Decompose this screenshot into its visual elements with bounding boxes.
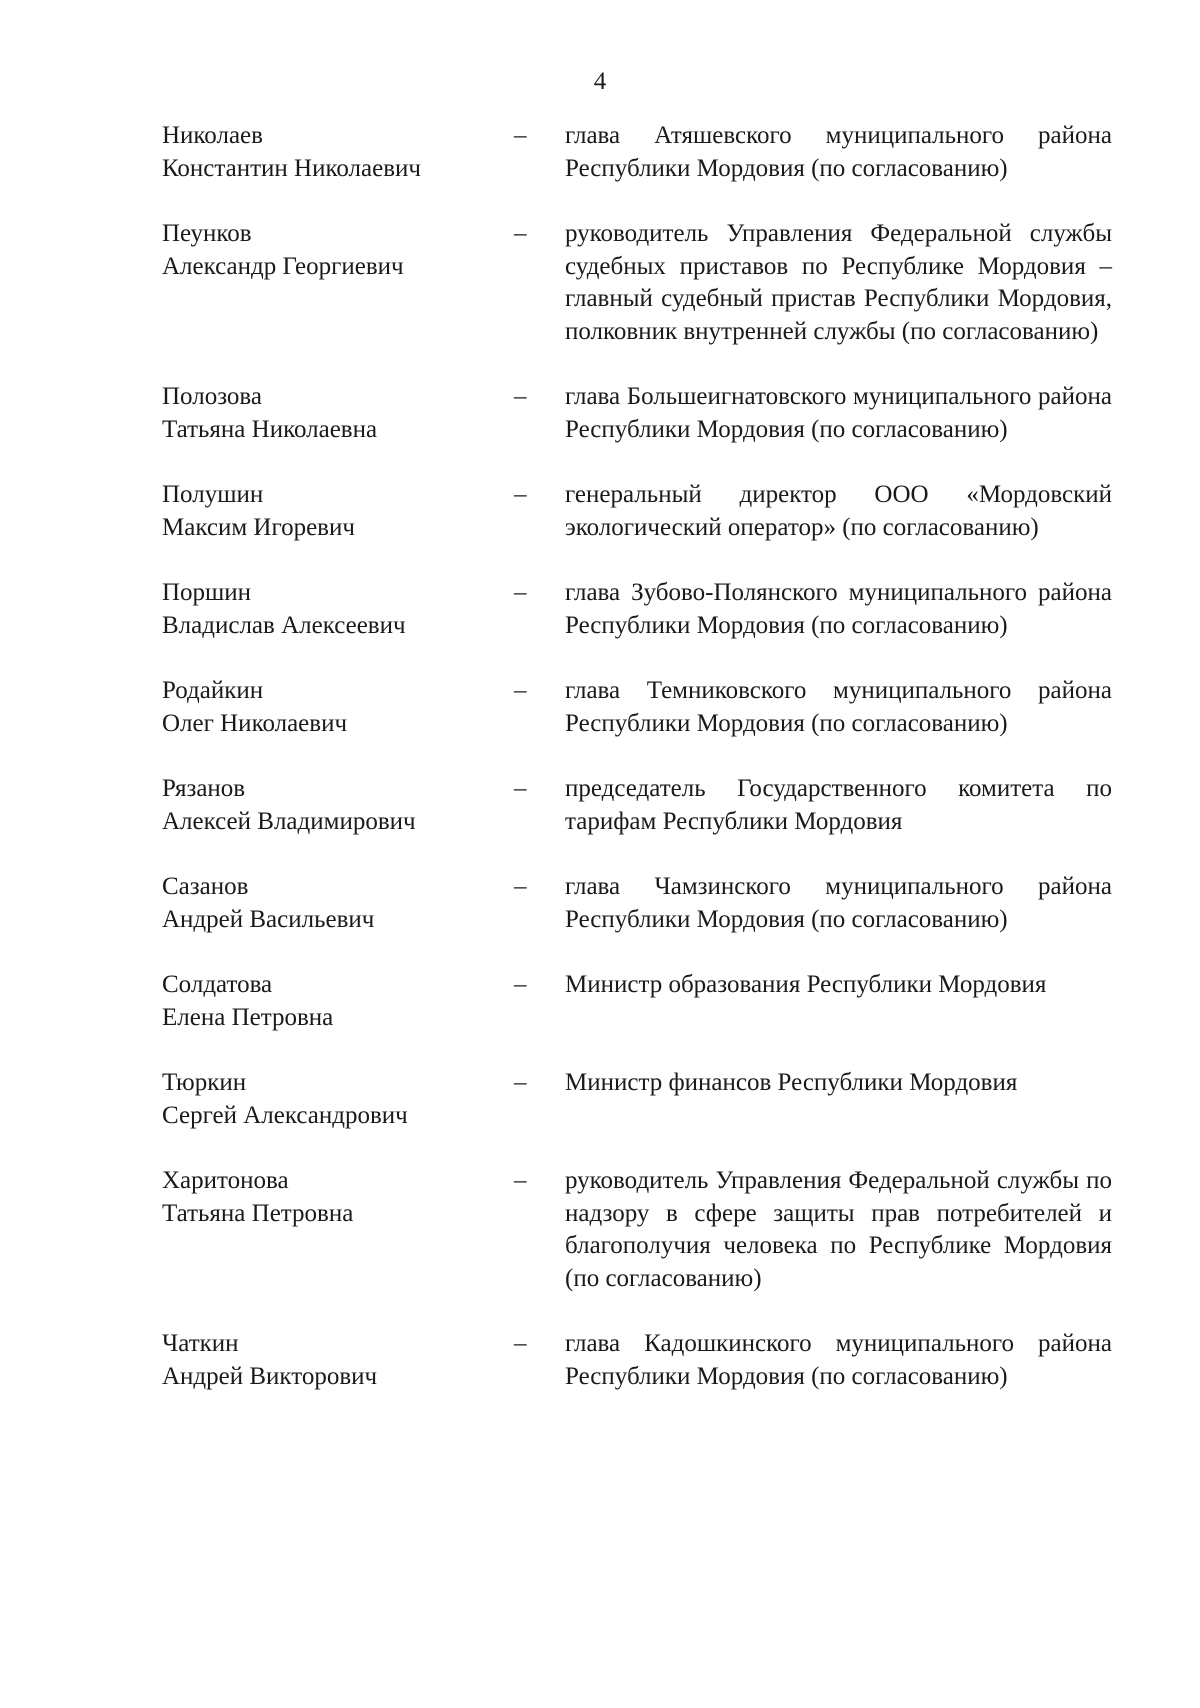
list-item (162, 1165, 1112, 1295)
dash: – (514, 873, 527, 900)
position-description: генеральный директор ООО «Мордовский экологический оператор» (по согласованию) (565, 481, 1112, 541)
last-name: Солдатова (162, 971, 273, 998)
list-item (162, 577, 1112, 642)
person-name (162, 1067, 514, 1132)
dash: – (514, 1330, 527, 1357)
last-name: Чаткин (162, 1330, 239, 1357)
list-item (162, 675, 1112, 740)
last-name: Тюркин (162, 1069, 247, 1096)
position-description: глава Темниковского муниципального района Республики Мордовия (по согласованию) (565, 677, 1112, 737)
first-names: Татьяна Петровна (162, 1199, 354, 1227)
first-names: Александр Георгиевич (162, 252, 404, 280)
list-item (162, 1328, 1112, 1393)
position-description: Министр образования Республики Мордовия (565, 971, 1047, 998)
position-description: глава Чамзинского муниципального района Республики Мордовия (по согласованию) (565, 873, 1112, 933)
position-description: глава Кадошкинского муниципального района Республики Мордовия (по согласованию) (565, 1330, 1112, 1390)
list-item (162, 969, 1112, 1034)
position-description: председатель Государственного комитета по тарифам Республики Мордовия (565, 775, 1112, 835)
member-list (162, 120, 1112, 1393)
first-names: Владислав Алексеевич (162, 611, 406, 639)
last-name: Харитонова (162, 1167, 289, 1194)
dash: – (514, 1069, 527, 1096)
person-name (162, 969, 514, 1034)
first-names: Андрей Викторович (162, 1362, 378, 1390)
first-names: Константин Николаевич (162, 154, 421, 182)
last-name: Пеунков (162, 220, 252, 247)
person-name (162, 1165, 514, 1230)
dash: – (514, 122, 527, 149)
last-name: Полушин (162, 481, 264, 508)
person-name (162, 381, 514, 446)
list-item (162, 381, 1112, 446)
first-names: Татьяна Николаевна (162, 415, 378, 443)
person-name (162, 479, 514, 544)
first-names: Елена Петровна (162, 1003, 334, 1031)
last-name: Сазанов (162, 873, 249, 900)
dash: – (514, 220, 527, 247)
first-names: Сергей Александрович (162, 1101, 408, 1129)
dash: – (514, 775, 527, 802)
position-description: глава Зубово-Полянского муниципального района Республики Мордовия (по согласованию) (565, 579, 1112, 639)
position-description: глава Атяшевского муниципального района Республики Мордовия (по согласованию) (565, 122, 1112, 182)
list-item (162, 479, 1112, 544)
dash: – (514, 579, 527, 606)
last-name: Николаев (162, 122, 263, 149)
last-name: Рязанов (162, 775, 246, 802)
list-item (162, 773, 1112, 838)
first-names: Алексей Владимирович (162, 807, 416, 835)
list-item (162, 1067, 1112, 1132)
person-name (162, 773, 514, 838)
dash: – (514, 677, 527, 704)
page-number: 4 (593, 68, 607, 95)
person-name (162, 120, 514, 185)
person-name (162, 577, 514, 642)
last-name: Полозова (162, 383, 262, 410)
list-item (162, 871, 1112, 936)
position-description: Министр финансов Республики Мордовия (565, 1069, 1018, 1096)
list-item (162, 120, 1112, 185)
first-names: Олег Николаевич (162, 709, 348, 737)
last-name: Родайкин (162, 677, 264, 704)
list-item (162, 218, 1112, 348)
dash: – (514, 481, 527, 508)
position-description: глава Большеигнатовского муниципального района Республики Мордовия (по согласованию) (565, 383, 1112, 443)
person-name (162, 675, 514, 740)
dash: – (514, 383, 527, 410)
person-name (162, 1328, 514, 1393)
dash: – (514, 1167, 527, 1194)
dash: – (514, 971, 527, 998)
last-name: Поршин (162, 579, 252, 606)
first-names: Максим Игоревич (162, 513, 355, 541)
position-description: руководитель Управления Федеральной службы судебных приставов по Республике Мордовия – главный судебный пристав Республики Мордовия, полковник внутренней службы (по согласованию) (565, 220, 1112, 345)
position-description: руководитель Управления Федеральной службы по надзору в сфере защиты прав потребителей и благополучия человека по Республике Мордовия (по согласованию) (565, 1167, 1112, 1292)
person-name (162, 871, 514, 936)
first-names: Андрей Васильевич (162, 905, 375, 933)
person-name (162, 218, 514, 283)
